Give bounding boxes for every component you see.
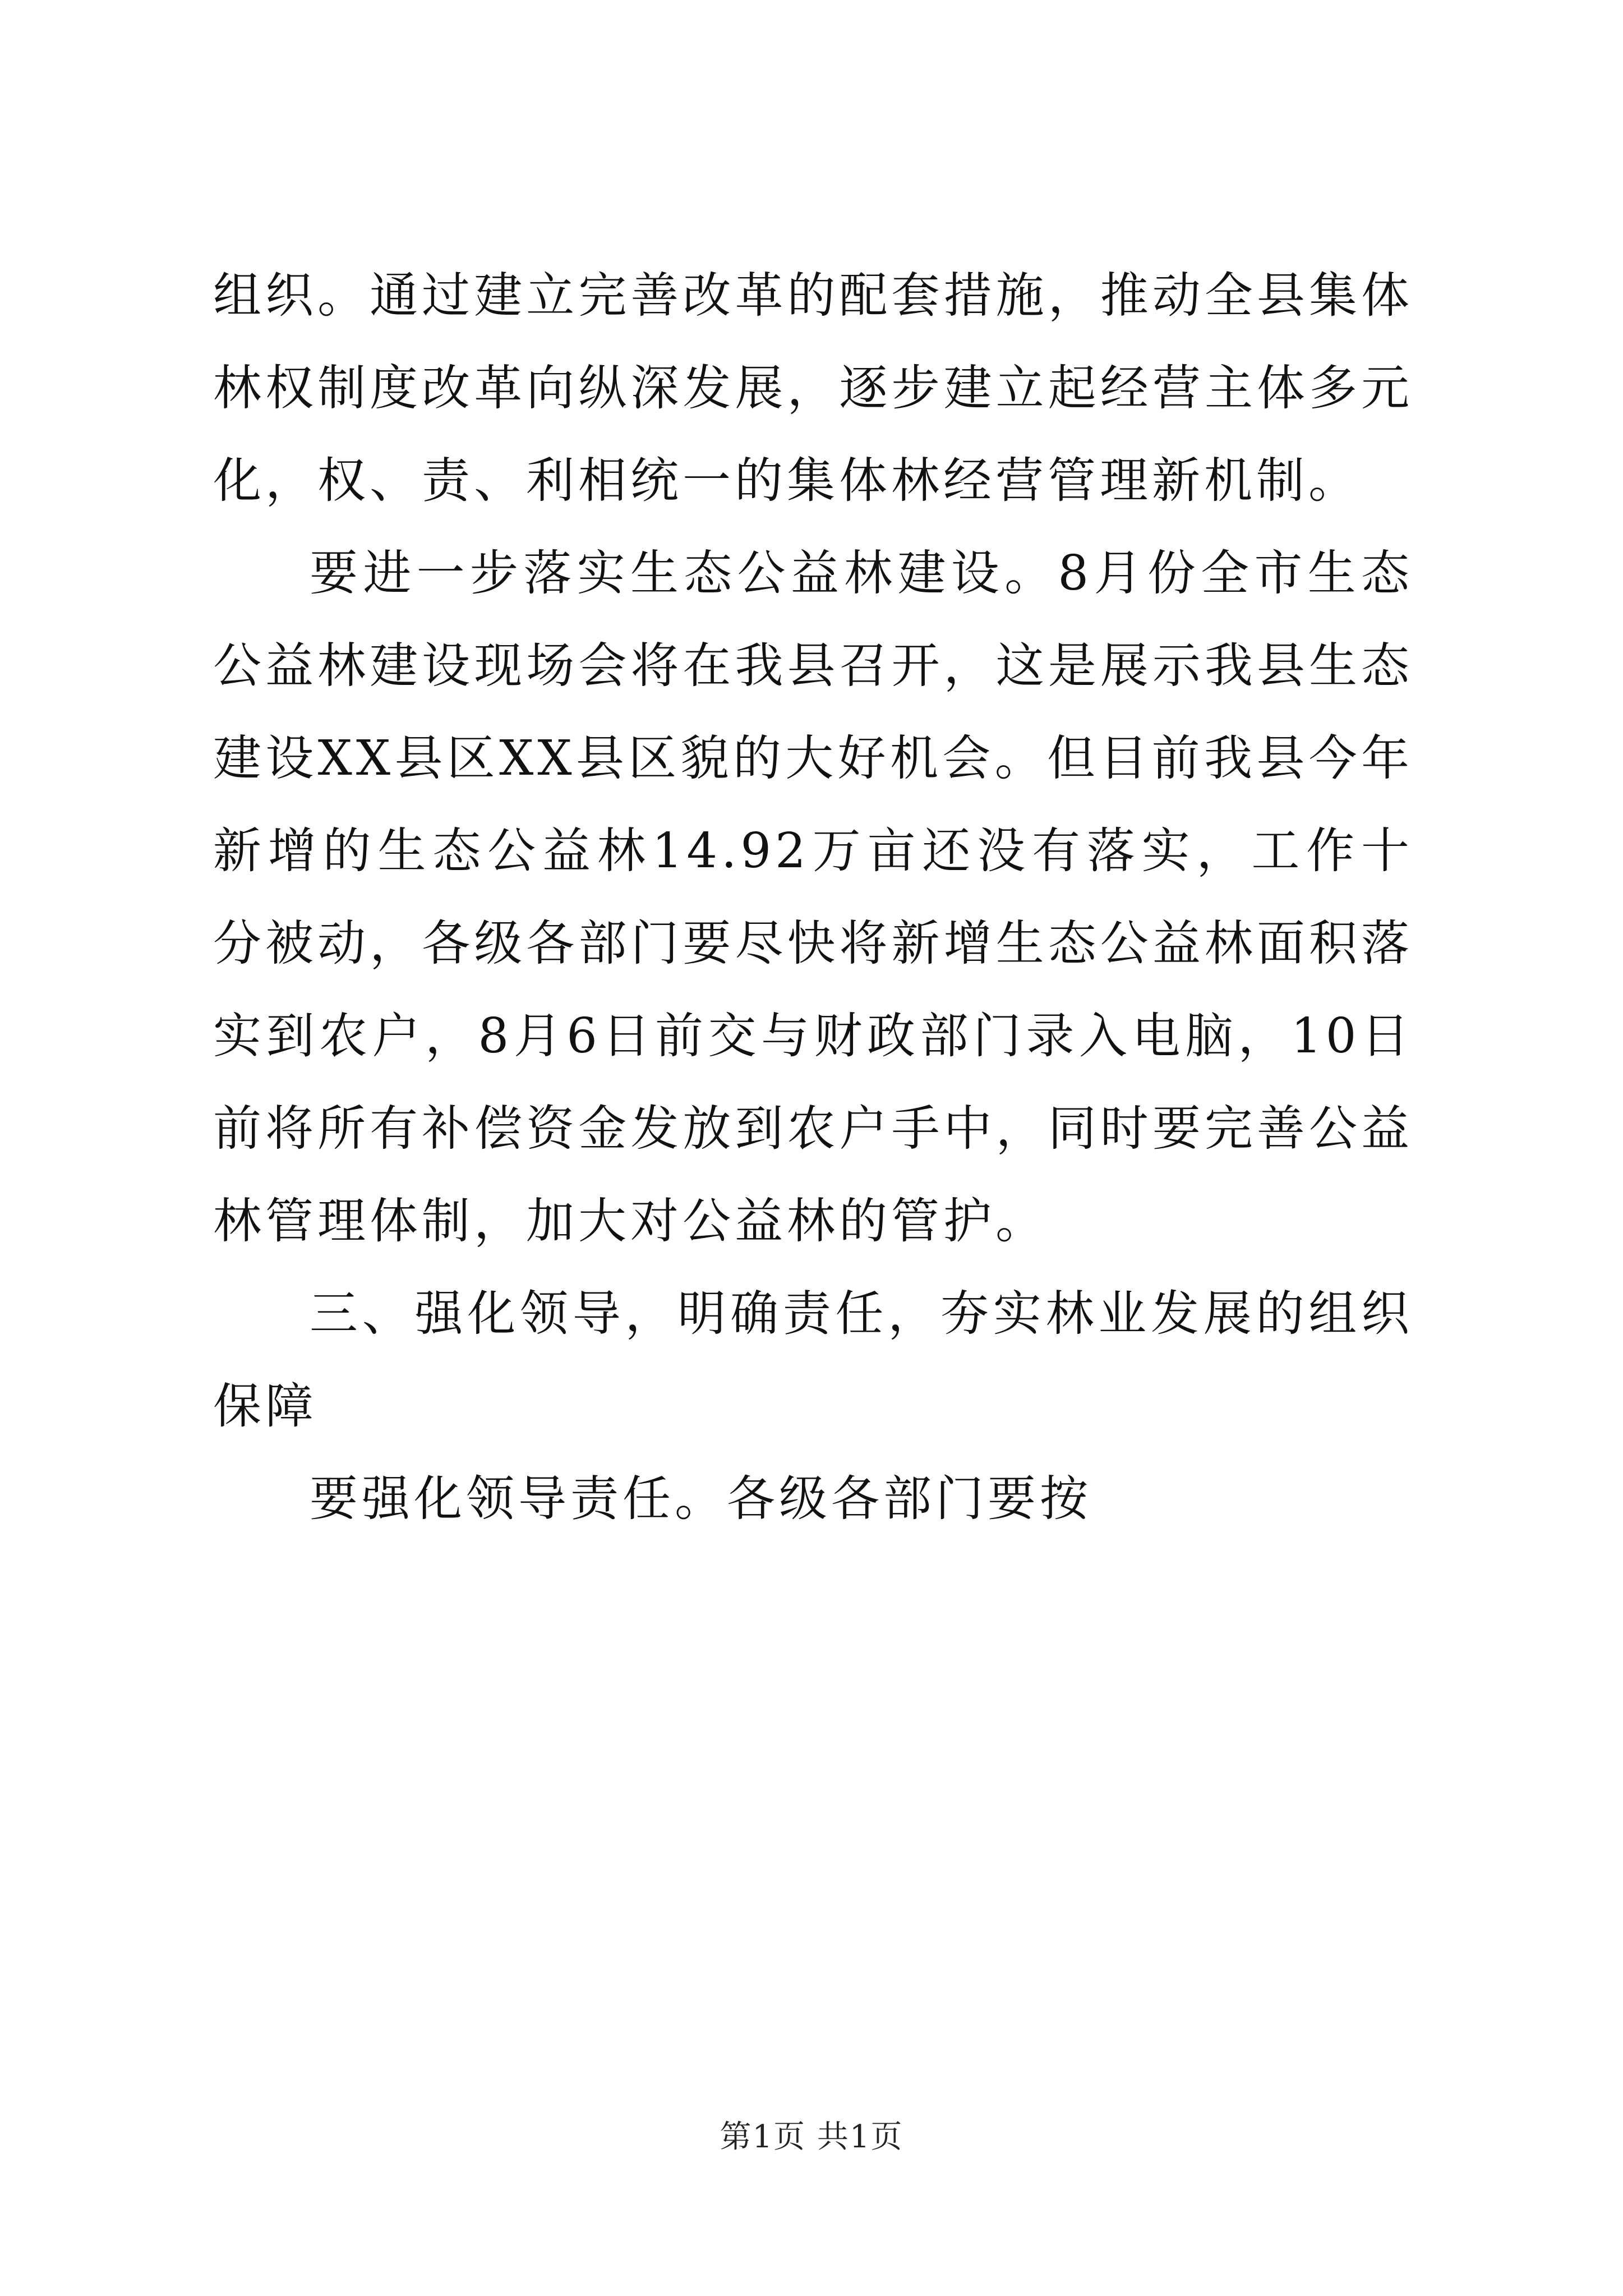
document-body: [213, 250, 1413, 1545]
section-heading-three: 三、强化领导，明确责任，夯实林业发展的组织保障: [213, 1286, 1413, 1434]
paragraph-leadership: 要强化领导责任。各级各部门要按: [310, 1471, 1092, 1527]
paragraph-continued: 组织。通过建立完善改革的配套措施，推动全县集体林权制度改革向纵深发展，逐步建立起经营主体多元化，权、责、利相统一的集体林经营管理新机制。: [213, 268, 1413, 509]
page-footer: 第1页 共1页: [720, 2119, 903, 2155]
paragraph-ecological-forest: 要进一步落实生态公益林建设。8月份全市生态公益林建设现场会将在我县召开，这是展示我县生态建设XX县区XX县区貌的大好机会。但目前我县今年新增的生态公益林14.92万亩还没有落实，工作十分被动，各级各部门要尽快将新增生态公益林面积落实到农户，8月6日前交与财政部门录入电脑，10日前将所有补偿资金发放到农户手中，同时要完善公益林管理体制，加大对公益林的管护。: [213, 545, 1413, 1249]
